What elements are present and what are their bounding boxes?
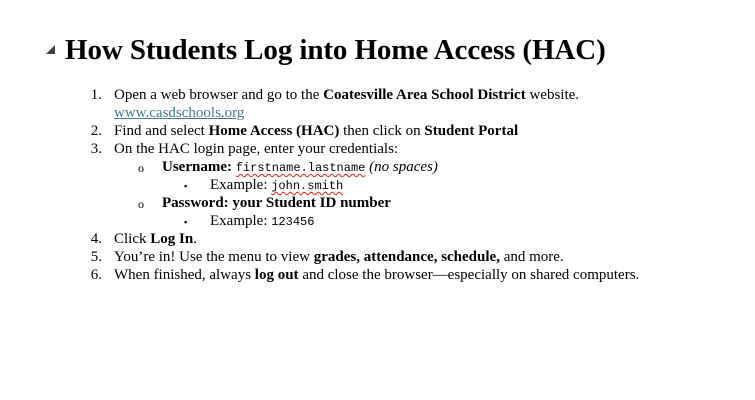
circle-bullet-icon: o — [138, 161, 144, 175]
step-5-text-end: and more. — [499, 249, 564, 265]
step-4-text-start: Click — [114, 231, 151, 247]
step-6-text-end: and close the browser—especially on shared computers. — [298, 267, 640, 283]
step-number: 6. — [90, 267, 102, 283]
square-bullet-icon: ▪ — [184, 217, 188, 227]
numbered-steps-list — [90, 86, 730, 284]
page-heading: How Students Log into Home Access (HAC) — [65, 34, 606, 66]
username-example-value: john.smith — [271, 179, 344, 193]
step-number: 4. — [90, 231, 102, 247]
step-5 — [90, 248, 730, 266]
step-2 — [90, 122, 730, 140]
district-website-link[interactable]: www.casdschools.org — [114, 105, 245, 121]
square-bullet-icon: ▪ — [184, 181, 188, 191]
circle-bullet-icon: o — [138, 197, 144, 211]
step-1-text-end: website. — [525, 87, 580, 103]
step-4 — [90, 230, 730, 248]
sub-item-password — [90, 194, 730, 212]
example-label: Example: — [210, 213, 268, 229]
step-1-text-start: Open a web browser and go to the — [114, 87, 324, 103]
menu-features: grades, attendance, schedule, — [313, 249, 500, 265]
step-3 — [90, 140, 730, 158]
step-6 — [90, 266, 730, 284]
step-2-text-middle: then click on — [339, 123, 425, 139]
district-name: Coatesville Area School District — [323, 87, 526, 103]
username-format: firstname.lastname — [235, 161, 366, 175]
step-text — [114, 86, 579, 104]
step-text — [114, 230, 197, 248]
step-number: 3. — [90, 141, 102, 157]
username-example — [210, 176, 343, 195]
step-number: 5. — [90, 249, 102, 265]
step-text — [114, 266, 639, 284]
example-label: Example: — [210, 177, 268, 193]
step-1-link-line — [90, 104, 730, 122]
step-number: 2. — [90, 123, 102, 139]
username-label: Username: — [162, 159, 232, 175]
home-access-label: Home Access (HAC) — [208, 123, 340, 139]
password-label: Password: your Student ID number — [162, 195, 391, 211]
password-example — [210, 212, 314, 231]
step-5-text-start: You’re in! Use the menu to view — [114, 249, 314, 265]
step-4-text-end: . — [193, 231, 197, 247]
username-note: (no spaces) — [369, 159, 438, 175]
student-portal-label: Student Portal — [424, 123, 519, 139]
log-out-label: log out — [254, 267, 299, 283]
username-text — [162, 158, 438, 177]
step-number: 1. — [90, 87, 102, 103]
step-6-text-start: When finished, always — [114, 267, 255, 283]
step-text: On the HAC login page, enter your credentials: — [114, 141, 399, 157]
collapse-triangle-icon[interactable] — [46, 45, 55, 54]
step-text — [114, 122, 518, 140]
step-2-text-start: Find and select — [114, 123, 209, 139]
sub-sub-item-password-example — [90, 212, 730, 230]
password-text — [162, 194, 391, 212]
sub-item-username — [90, 158, 730, 176]
step-1 — [90, 86, 730, 104]
password-example-value: 123456 — [271, 215, 315, 229]
log-in-label: Log In — [150, 231, 194, 247]
sub-sub-item-username-example — [90, 176, 730, 194]
step-text — [114, 248, 564, 266]
